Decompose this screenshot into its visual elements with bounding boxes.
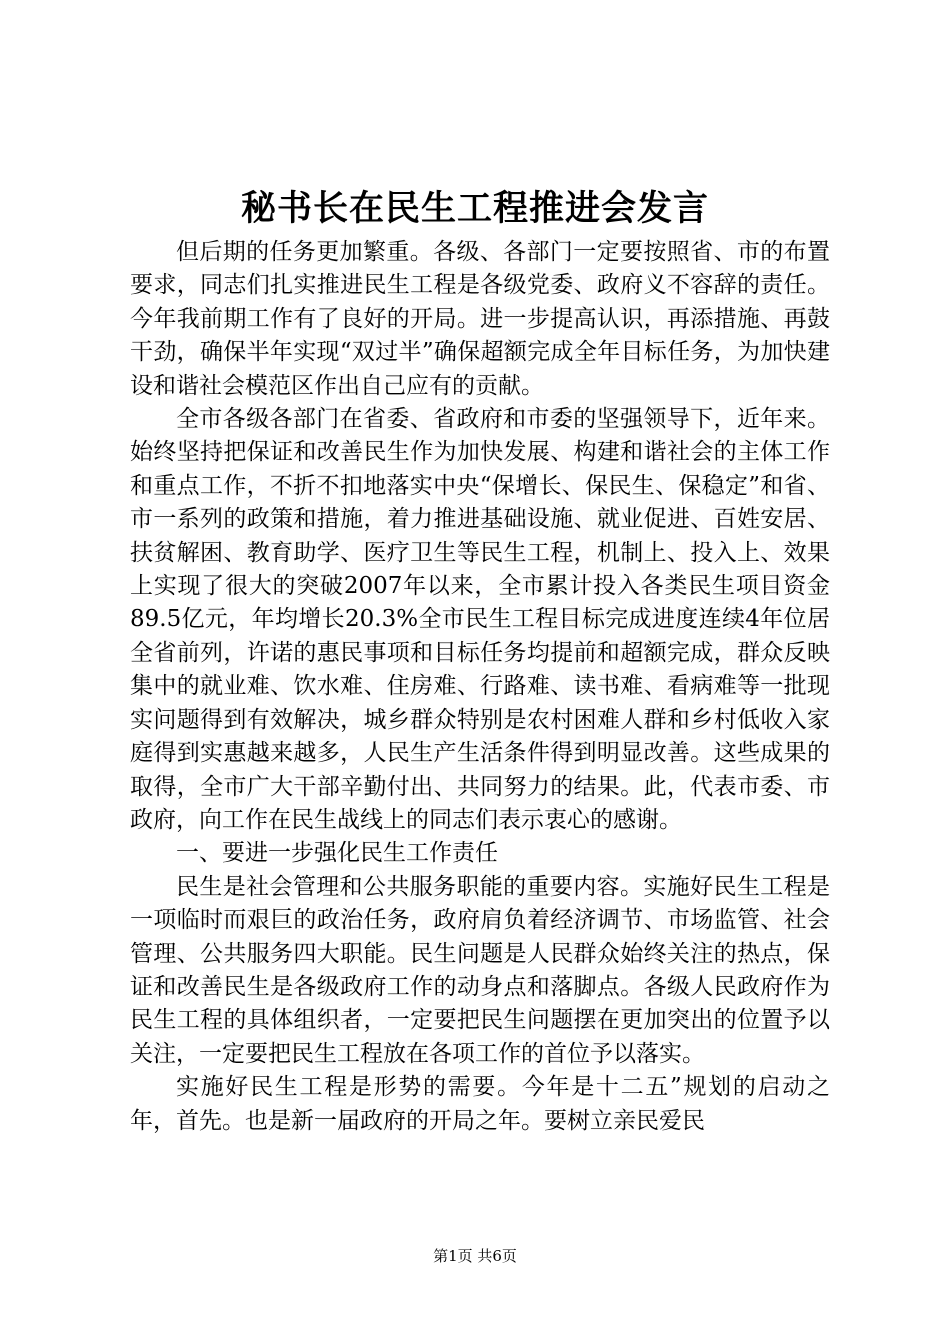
document-title: 秘书长在民生工程推进会发言 xyxy=(240,188,709,229)
paragraph-achievements: 全市各级各部门在省委、省政府和市委的坚强领导下，近年来。始终坚持把保证和改善民生作为加快发展、构建和谐社会的主体工作和重点工作，不折不扣地落实中央“保增长、保民生、保稳定”和省、市一系列的政策和措施，着力推进基础设施、就业促进、百姓安居、扶贫解困、教育助学、医疗卫生等民生工程，机制上、投入上、效果上实现了很大的突破2007年以来，全市累计投入各类民生项目资金89.5亿元，年均增长20.3%全市民生工程目标完成进度连续4年位居全省前列，许诺的惠民事项和目标任务均提前和超额完成，群众反映集中的就业难、饮水难、住房难、行路难、读书难、看病难等一批现实问题得到有效解决，城乡群众特别是农村困难人群和乡村低收入家庭得到实惠越来越多，人民生产生活条件得到明显改善。这些成果的取得，全市广大干部辛勤付出、共同努力的结果。此，代表市委、市政府，向工作在民生战线上的同志们表示衷心的感谢。 xyxy=(130,406,830,833)
page-footer: 第1页 共6页 xyxy=(433,1247,517,1265)
paragraph-livelihood: 民生是社会管理和公共服务职能的重要内容。实施好民生工程是一项临时而艰巨的政治任务，政府肩负着经济调节、市场监管、社会管理、公共服务四大职能。民生问题是人民群众始终关注的热点，保证和改善民生是各级政府工作的动身点和落脚点。各级人民政府作为民生工程的具体组织者，一定要把民生问题摆在更加突出的位置予以关注，一定要把民生工程放在各项工作的首位予以落实。 xyxy=(130,873,830,1067)
paragraph-situation: 实施好民生工程是形势的需要。今年是十二五”规划的启动之年，首先。也是新一届政府的开局之年。要树立亲民爱民 xyxy=(130,1074,830,1134)
section-heading-1: 一、要进一步强化民生工作责任 xyxy=(176,840,498,867)
document-body xyxy=(130,236,830,1138)
paragraph-intro: 但后期的任务更加繁重。各级、各部门一定要按照省、市的布置要求，同志们扎实推进民生工程是各级党委、政府义不容辞的责任。今年我前期工作有了良好的开局。进一步提高认识，再添措施、再鼓干劲，确保半年实现“双过半”确保超额完成全年目标任务，为加快建设和谐社会模范区作出自己应有的贡献。 xyxy=(130,239,830,399)
